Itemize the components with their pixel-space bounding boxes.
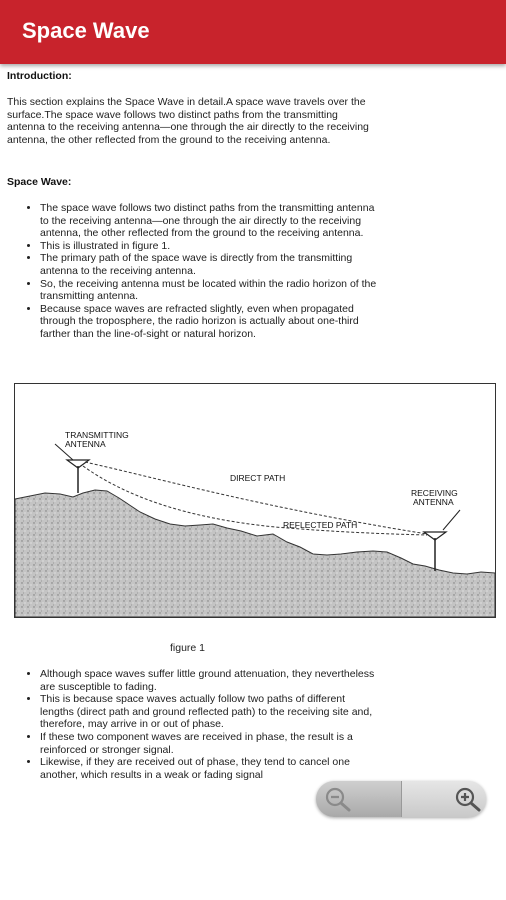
figure-1-diagram — [14, 383, 496, 618]
reflected-path-label: REFLECTED PATH — [283, 520, 358, 530]
transmitting-antenna-label: ANTENNA — [65, 439, 106, 449]
zoom-out-button[interactable] — [316, 781, 401, 817]
figure-caption: figure 1 — [170, 642, 206, 654]
intro-paragraph: This section explains the Space Wave in detail.A space wave travels over the surface.The space wave follows two distinct paths from the transmitting antenna to the receiving antenna—one through the air directly to the receiving antenna, the other reflected from the ground to the receiving antenna. — [7, 96, 369, 146]
article-content — [0, 64, 506, 900]
list-item: • If these two component waves are received in phase, the result is a reinforced or stronger signal. — [40, 731, 380, 756]
direct-path-label: DIRECT PATH — [230, 473, 286, 483]
list-item: • The space wave follows two distinct paths from the transmitting antenna to the receiving antenna—one through the air directly to the receiving antenna, the other reflected from the ground to the receiving antenna. — [40, 202, 380, 240]
space-wave-diagram — [15, 384, 495, 617]
space-wave-list — [26, 202, 380, 341]
zoom-control — [316, 781, 486, 817]
list-item: • The primary path of the space wave is directly from the transmitting antenna to the receiving antenna. — [40, 252, 380, 277]
list-item: • So, the receiving antenna must be located within the radio horizon of the transmitting antenna. — [40, 278, 380, 303]
zoom-in-icon — [452, 786, 486, 812]
zoom-in-button[interactable] — [401, 781, 486, 817]
zoom-out-icon — [322, 786, 356, 812]
page-title: Space Wave — [22, 18, 150, 43]
list-item: • Although space waves suffer little ground attenuation, they nevertheless are susceptible to fading. — [40, 668, 380, 693]
transmitting-antenna-label: TRANSMITTING — [65, 430, 129, 440]
list-item: • This is illustrated in figure 1. — [40, 240, 380, 253]
list-item: • Because space waves are refracted slightly, even when propagated through the troposphere, the radio horizon is actually about one-third farther than the line-of-sight or natural horizon. — [40, 303, 380, 341]
list-item: • This is because space waves actually follow two paths of different lengths (direct path and ground reflected path) to the receiving site and, therefore, may arrive in or out of phase. — [40, 693, 380, 731]
app-bar — [0, 0, 506, 64]
space-wave-heading: Space Wave: — [7, 176, 72, 188]
terrain — [15, 490, 495, 617]
receiving-antenna-label: RECEIVING — [411, 488, 458, 498]
list-item: • Likewise, if they are received out of phase, they tend to cancel one another, which results in a weak or fading signal — [40, 756, 380, 781]
receiving-antenna-label: ANTENNA — [413, 497, 454, 507]
intro-heading: Introduction: — [7, 70, 72, 82]
fading-list — [26, 668, 380, 781]
